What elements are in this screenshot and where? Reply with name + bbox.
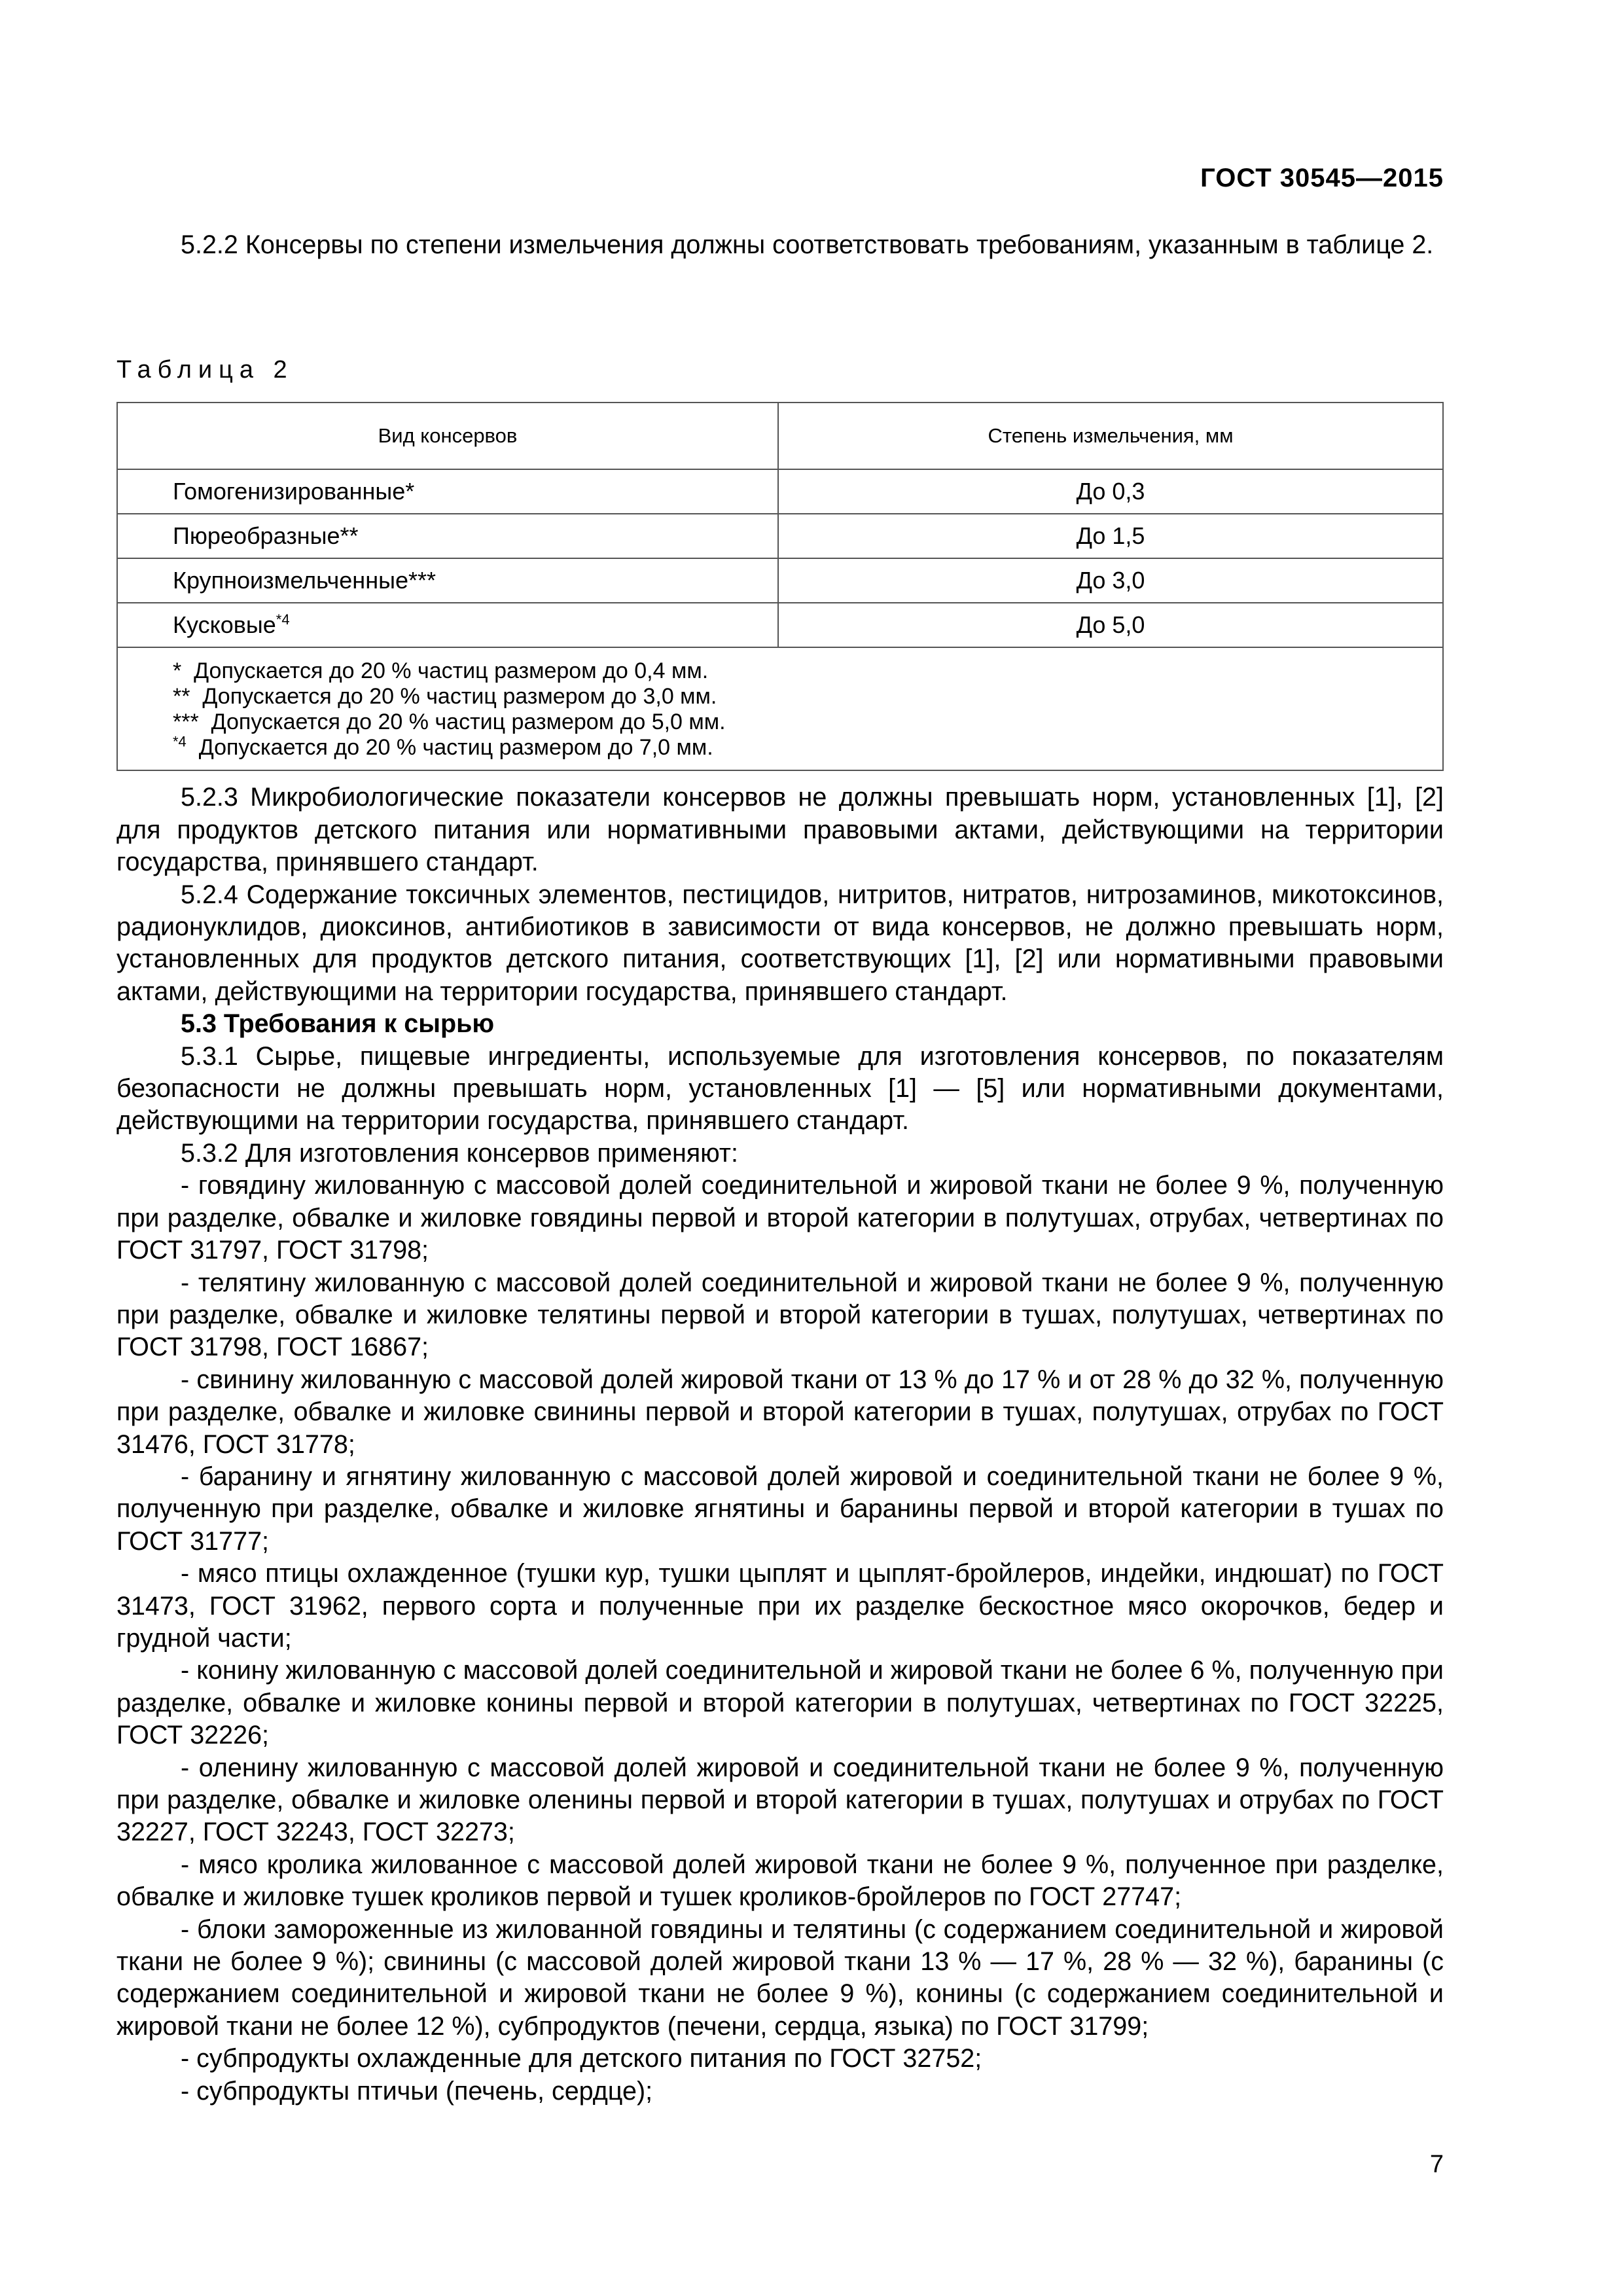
list-item: - оленину жилованную с массовой долей жировой и соединительной ткани не более 9 %, полученную при разделке, обвалке и жиловке оленины первой и второй категории в тушах, полутушах и отрубах по ГОСТ 32227, ГОСТ 32243, ГОСТ 32273; bbox=[116, 1753, 1444, 1847]
list-item: - блоки замороженные из жилованной говядины и телятины (с содержанием соединительной и жировой ткани не более 9 %); свинины (с массовой долей жировой ткани 13 % — 17 %, 28 % — 32 %), баранины (с содержанием соединительной и жировой ткани не более 9 %), конины (с содержанием соединительной и жировой ткани не более 12 %), субпродуктов (печени, сердца, языка) по ГОСТ 31799; bbox=[116, 1914, 1444, 2041]
list-item: - субпродукты птичьи (печень, сердце); bbox=[181, 2076, 653, 2106]
list-item: - говядину жилованную с массовой долей соединительной и жировой ткани не более 9 %, полученную при разделке, обвалке и жиловке говядины первой и второй категории в полутушах, отрубах, четвертинах по ГОСТ 31797, ГОСТ 31798; bbox=[116, 1171, 1444, 1265]
body-text bbox=[116, 229, 1444, 2108]
table-caption: Таблица 2 bbox=[116, 356, 294, 384]
table-notes bbox=[117, 647, 1443, 770]
table-cell-type: Крупноизмельченные*** bbox=[117, 558, 778, 603]
section-heading-5-3: 5.3 Требования к сырью bbox=[181, 1009, 495, 1039]
list-item: - свинину жилованную с массовой долей жировой ткани от 13 % до 17 % и от 28 % до 32 %, полученную при разделке, обвалке и жиловке свинины первой и второй категории в тушах, полутушах, отрубах по ГОСТ 31476, ГОСТ 31778; bbox=[116, 1365, 1444, 1459]
paragraph-5-2-2: 5.2.2 Консервы по степени измельчения должны соответствовать требованиям, указанным в таблице 2. bbox=[181, 230, 1434, 259]
table-row bbox=[117, 603, 1443, 647]
table-cell-type: Пюреобразные** bbox=[117, 514, 778, 558]
list-item: - мясо птицы охлажденное (тушки кур, тушки цыплят и цыплят-бройлеров, индейки, индюшат) по ГОСТ 31473, ГОСТ 31962, первого сорта и полученные при их разделке бескостное мясо окорочков, бедер и грудной части; bbox=[116, 1559, 1444, 1653]
table-note: *** Допускается до 20 % частиц размером до 5,0 мм. bbox=[173, 709, 726, 735]
table-note: $^{*4}$ Допускается до 20 % частиц размером до 7,0 мм. bbox=[173, 734, 713, 761]
table-note: ** Допускается до 20 % частиц размером до 3,0 мм. bbox=[173, 684, 717, 709]
list-item: - мясо кролика жилованное с массовой долей жировой ткани не более 9 %, полученное при разделке, обвалке и жиловке тушек кроликов первой и тушек кроликов-бройлеров по ГОСТ 27747; bbox=[116, 1850, 1444, 1912]
table-header-type: Вид консервов bbox=[117, 403, 778, 469]
table-cell-type: Кусковые$^{*4}$ bbox=[117, 603, 778, 647]
table-note: * Допускается до 20 % частиц размером до 0,4 мм. bbox=[173, 658, 709, 684]
list-item: - телятину жилованную с массовой долей соединительной и жировой ткани не более 9 %, полученную при разделке, обвалке и жиловке телятины первой и второй категории в тушах, полутушах, четвертинах по ГОСТ 31798, ГОСТ 16867; bbox=[116, 1268, 1444, 1362]
table-notes-row bbox=[117, 647, 1443, 770]
table-row bbox=[117, 514, 1443, 558]
document-id: ГОСТ 30545—2015 bbox=[1200, 164, 1444, 192]
paragraph-5-2-4: 5.2.4 Содержание токсичных элементов, пестицидов, нитритов, нитратов, нитрозаминов, микотоксинов, радионуклидов, диоксинов, антибиотиков в зависимости от вида консервов, не должно превышать норм, установленных для продуктов детского питания, соответствующих [1], [2] или нормативными правовыми актами, действующими на территории государства, принявшего стандарт. bbox=[116, 880, 1444, 1006]
table-row bbox=[117, 558, 1443, 603]
table-header-row bbox=[117, 403, 1443, 469]
table-cell-value: До 3,0 bbox=[778, 558, 1443, 603]
paragraph-5-3-2: 5.3.2 Для изготовления консервов применяют: bbox=[181, 1138, 738, 1168]
table-row bbox=[117, 469, 1443, 514]
table-cell-value: До 0,3 bbox=[778, 469, 1443, 514]
paragraph-5-3-1: 5.3.1 Сырье, пищевые ингредиенты, используемые для изготовления консервов, по показателям безопасности не должны превышать норм, установленных [1] — [5] или нормативными документами, действующими на территории государства, принявшего стандарт. bbox=[116, 1041, 1444, 1136]
paragraph-5-2-3: 5.2.3 Микробиологические показатели консервов не должны превышать норм, установленных [1], [2] для продуктов детского питания или нормативными правовыми актами, действующими на территории государства, принявшего стандарт. bbox=[116, 783, 1444, 877]
list-item: - конину жилованную с массовой долей соединительной и жировой ткани не более 6 %, полученную при разделке, обвалке и жиловке конины первой и второй категории в полутушах, четвертинах по ГОСТ 32225, ГОСТ 32226; bbox=[116, 1656, 1444, 1750]
table-cell-value: До 1,5 bbox=[778, 514, 1443, 558]
list-item: - субпродукты охлажденные для детского питания по ГОСТ 32752; bbox=[181, 2044, 982, 2073]
list-item: - баранину и ягнятину жилованную с массовой долей жировой и соединительной ткани не более 9 %, полученную при разделке, обвалке и жиловке ягнятины и баранины первой и второй категории в тушах по ГОСТ 31777; bbox=[116, 1462, 1444, 1556]
table-cell-value: До 5,0 bbox=[778, 603, 1443, 647]
page-number: 7 bbox=[1429, 2151, 1444, 2178]
table-2 bbox=[116, 402, 1444, 771]
footnote-mark: *4 bbox=[276, 611, 290, 628]
table-header-degree: Степень измельчения, мм bbox=[778, 403, 1443, 469]
table-cell-type: Гомогенизированные* bbox=[117, 469, 778, 514]
